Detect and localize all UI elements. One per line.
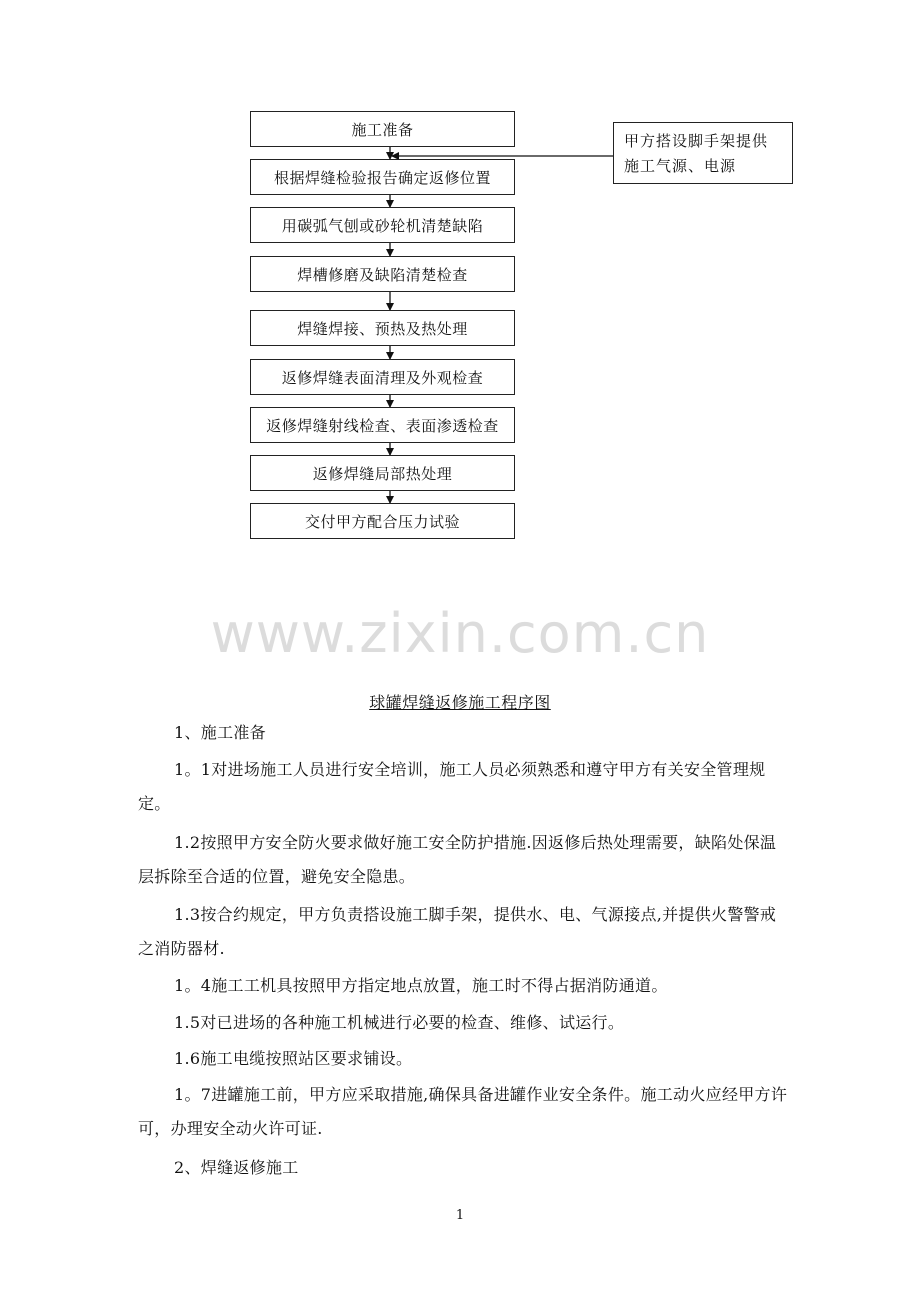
flow-step-7: 返修焊缝射线检查、表面渗透检查	[250, 407, 515, 443]
flow-step-5: 焊缝焊接、预热及热处理	[250, 310, 515, 346]
figure-title: 球罐焊缝返修施工程序图	[369, 693, 551, 712]
side-note-line-2: 施工气源、电源	[624, 157, 737, 175]
flow-step-9: 交付甲方配合压力试验	[250, 503, 515, 539]
flow-step-3: 用碳弧气刨或砂轮机清楚缺陷	[250, 207, 515, 243]
paragraph-1-2: 1.2按照甲方安全防火要求做好施工安全防护措施.因返修后热处理需要，缺陷处保温层拆除至合适的位置，避免安全隐患。	[138, 833, 777, 886]
side-note-box	[613, 122, 793, 184]
watermark: www.zixin.com.cn	[210, 602, 710, 665]
paragraph-1-4: 1。4施工工机具按照甲方指定地点放置，施工时不得占据消防通道。	[174, 976, 668, 995]
side-note-line-1: 甲方搭设脚手架提供	[624, 132, 769, 150]
flow-step-8: 返修焊缝局部热处理	[250, 455, 515, 491]
paragraph-1-1: 1。1对进场施工人员进行安全培训，施工人员必须熟悉和遵守甲方有关安全管理规定。	[138, 760, 766, 813]
flow-step-1: 施工准备	[250, 111, 515, 147]
section-2-heading: 2、焊缝返修施工	[174, 1158, 299, 1177]
paragraph-1-7: 1。7进罐施工前，甲方应采取措施,确保具备进罐作业安全条件。施工动火应经甲方许可，办理安全动火许可证.	[138, 1085, 788, 1138]
paragraph-1-5: 1.5对已进场的各种施工机械进行必要的检查、维修、试运行。	[174, 1013, 625, 1032]
paragraph-1-3: 1.3按合约规定，甲方负责搭设施工脚手架，提供水、电、气源接点,并提供火警警戒之消防器材.	[138, 905, 777, 958]
flow-step-6: 返修焊缝表面清理及外观检查	[250, 359, 515, 395]
paragraph-1-6: 1.6施工电缆按照站区要求铺设。	[174, 1049, 413, 1068]
section-1-heading: 1、施工准备	[174, 723, 266, 742]
page-number: 1	[455, 1208, 465, 1223]
flow-step-4: 焊槽修磨及缺陷清楚检查	[250, 256, 515, 292]
flow-step-2: 根据焊缝检验报告确定返修位置	[250, 159, 515, 195]
